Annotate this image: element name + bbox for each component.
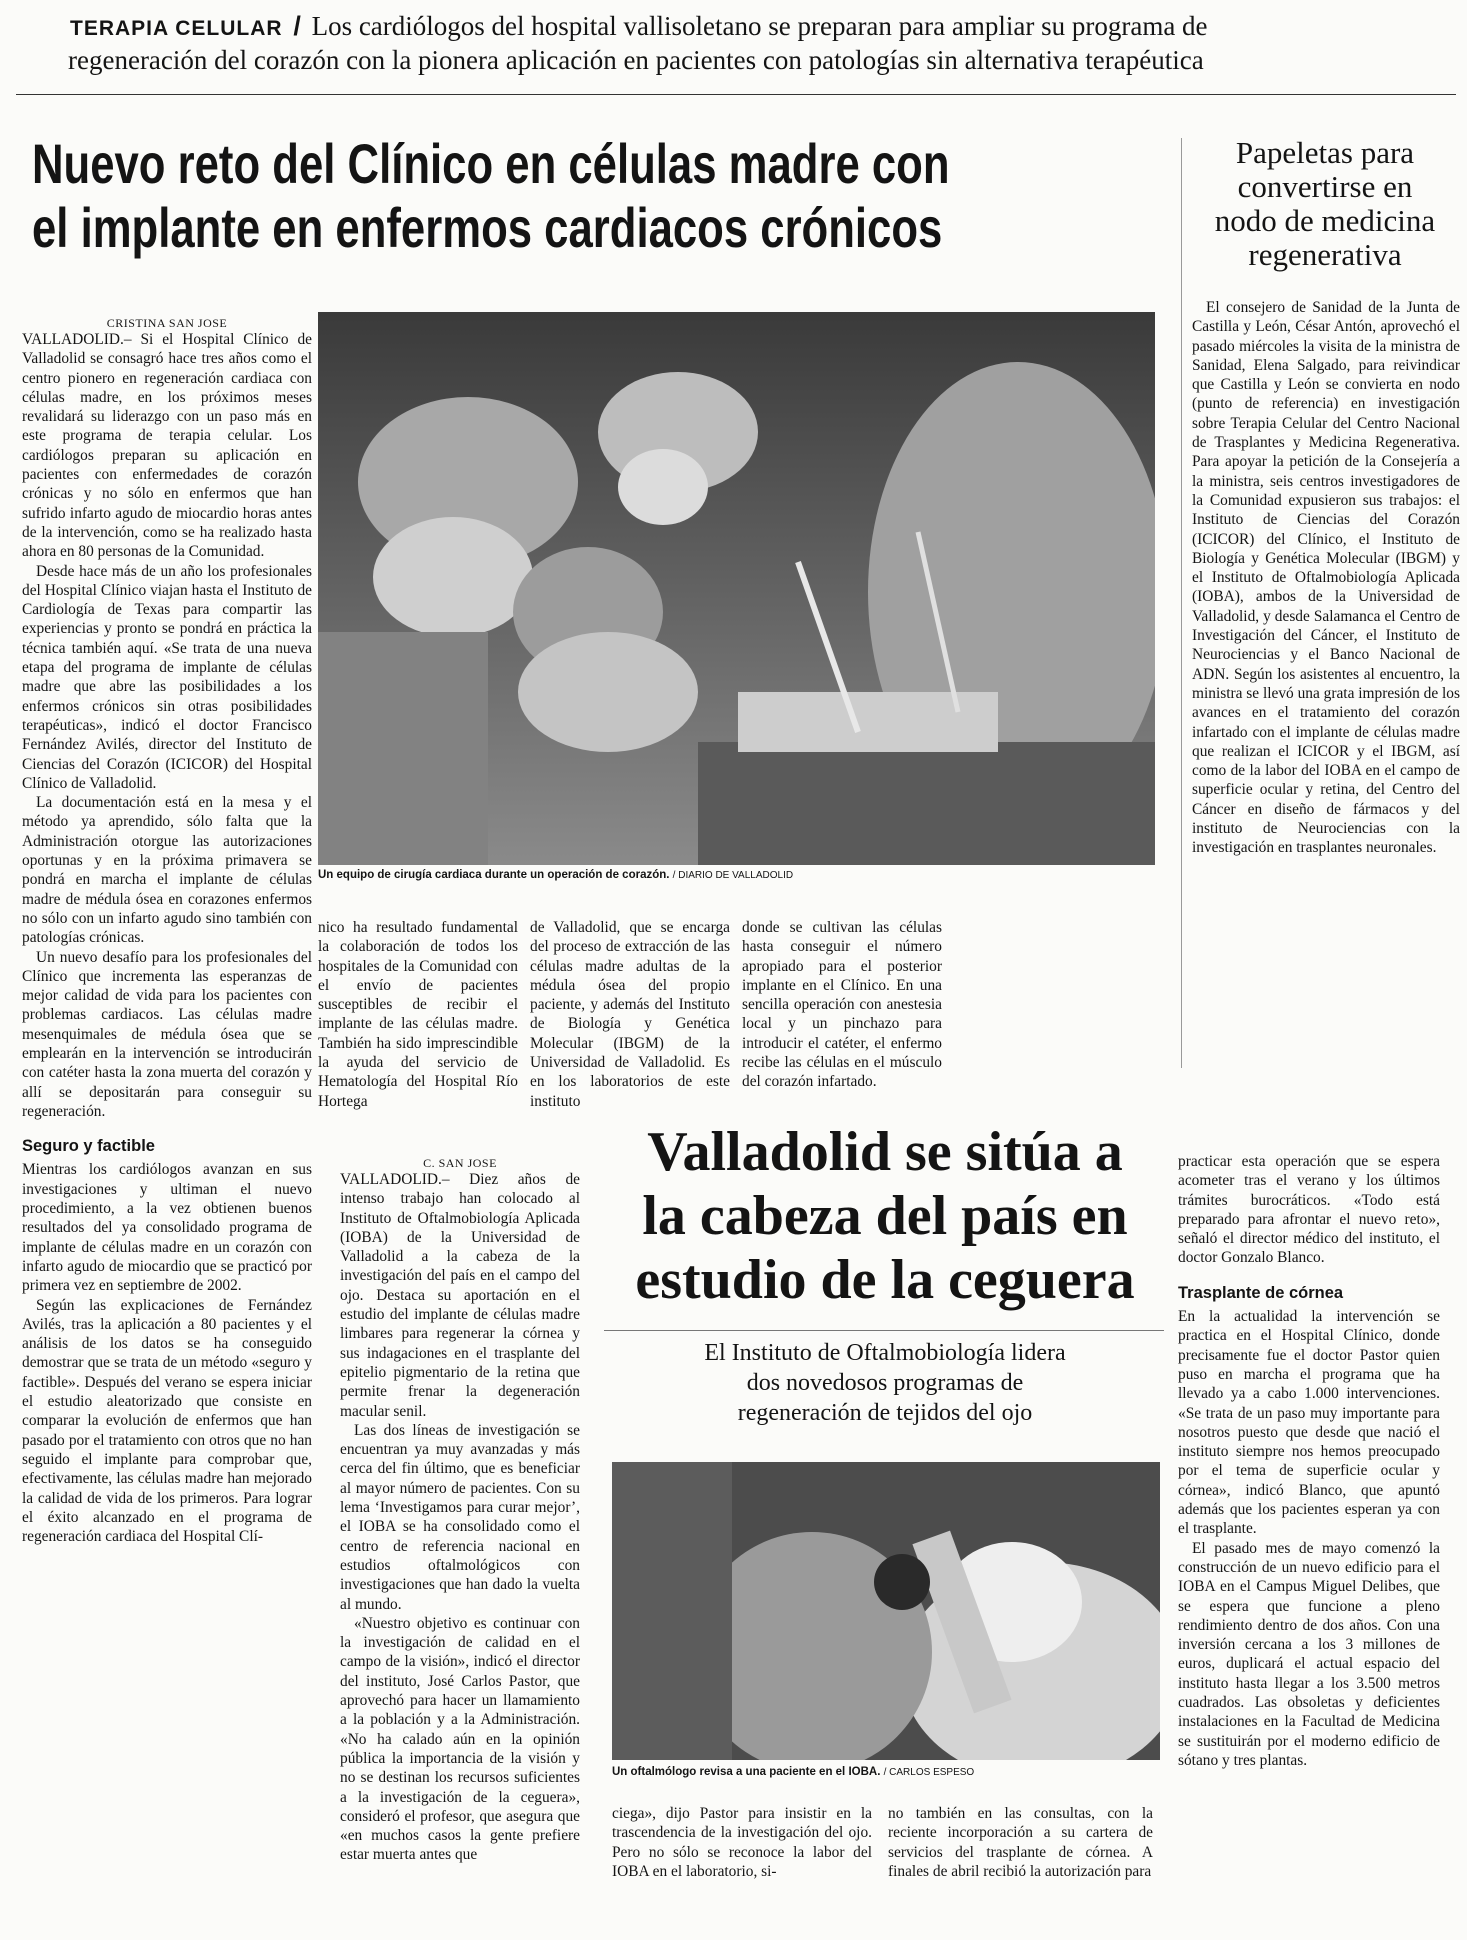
sidebar-paragraph: El consejero de Sanidad de la Junta de Castilla y León, César Antón, aprovechó el pasado miércoles la visita de la ministra de Sanidad, Elena Salgado, para reivindicar que Castilla y León se convierta en nodo (punto de referencia) en investigación sobre Terapia Celular del Centro Nacional de Trasplantes y Medicina Regenerativa. Para apoyar la petición de la Consejería a la ministra, seis centros investigadores de la Comunidad expusieron sus trabajos: el Instituto de Ciencias del Corazón (ICICOR) del Clínico, el Instituto de Biología y Genética Molecular (IBGM) y el Instituto de Oftalmobiología Aplicada (IOBA), ambos de la Universidad de Valladolid, y desde Salamanca el Centro de Investigación del Cáncer, el Instituto de Neurociencias y el Banco Nacional de ADN. Según los asistentes al encuentro, la ministra se llevó una grata impresión de los avances en el tratamiento del corazón infartado con el implante de células madre que realizan el ICICOR y el IBGM, así como de la labor del IOBA en el campo de superficie ocular y retina, del Centro del Cáncer en diseño de fármacos y del instituto de Neurociencias con la investigación en trasplantes neuronales. <box>1192 299 1460 857</box>
headline-line-1: Nuevo reto del Clínico en células madre con <box>32 132 950 195</box>
header-rule <box>16 94 1456 95</box>
article1-column-4 <box>742 918 942 1092</box>
article1-paragraph: Según las explicaciones de Fernández Avilés, tras la aplicación a 80 pacientes y el análisis de los datos se ha conseguido demostrar que se trata de un método «seguro y factible». Después del verano se espera iniciar el estudio aleatorizado que consiste en comparar la evolución de enfermos que han pasado por el tratamiento con otros que no han seguido el implante para comprobar que, efectivamente, las células madre han mejorado la calidad de vida de los primeros. Para lograr el éxito alcanzado en el programa de regeneración cardiaca del Hospital Clí- <box>22 1296 312 1546</box>
article1-paragraph: VALLADOLID.– Si el Hospital Clínico de Valladolid se consagró hace tres años como el centro pionero en regeneración cardiaca con células madre, en los próximos meses revalidará su liderazgo con un paso más en este programa de terapia celular. Los cardiólogos preparan su aplicación en pacientes con enfermedades de corazón crónicas y no sólo en enfermos que han sufrido infarto agudo de miocardio horas antes de la intervención, como se ha realizado hasta ahora en 80 personas de la Comunidad. <box>22 331 312 561</box>
article2-headline-line: la cabeza del país en <box>642 1185 1128 1247</box>
sidebar-title <box>1190 136 1460 272</box>
photo-credit: / DIARIO DE VALLADOLID <box>672 870 794 881</box>
article2-column-2 <box>612 1804 872 1881</box>
article1-col3-text: de Valladolid, que se encarga del proceso de extracción de las células madre adultas de la médula ósea del propio paciente, y además del Instituto de Biología y Genética Molecular (IBGM) de la Universidad de Valladolid. Es en los laboratorios de este instituto <box>530 919 730 1110</box>
deck-line: El Instituto de Oftalmobiología lidera <box>704 1340 1066 1366</box>
sidebar-title-line: Papeletas para <box>1235 135 1415 170</box>
article2-byline: C. SAN JOSE <box>423 1156 497 1170</box>
subhead-seguro: Seguro y factible <box>22 1137 155 1156</box>
photo-credit: / CARLOS ESPESO <box>883 1767 975 1778</box>
sidebar-title-line: convertirse en <box>1237 169 1413 204</box>
section-separator: / <box>293 11 301 41</box>
header-kicker-line1: Los cardiólogos del hospital vallisoletano se preparan para ampliar su programa de <box>311 11 1208 41</box>
header-line-1 <box>70 10 1410 45</box>
article1-paragraph: La documentación está en la mesa y el método ya aprendido, sólo falta que la Administración otorgue las autorizaciones oportunas y en la próxima primavera se pondrá en marcha el implante de células madre de médula ósea en corazones enfermos no sólo con un infarto agudo sino también con patologías crónicas. <box>22 794 312 947</box>
caption-text: Un equipo de cirugía cardiaca durante un operación de corazón. <box>318 869 670 881</box>
article2-paragraph: practicar esta operación que se espera acometer tras el verano y los últimos trámites burocráticos. «Todo está preparado para afrontar el nuevo reto», señaló el director médico del instituto, el doctor Gonzalo Blanco. <box>1178 1153 1440 1267</box>
article1-col4-text: donde se cultivan las células hasta conseguir el número apropiado para el posterior implante en el Clínico. En una sencilla operación con anestesia local y un pinchazo para introducir el catéter, el enfermo recibe las células en el músculo del corazón infartado. <box>742 919 942 1091</box>
subhead-trasplante: Trasplante de córnea <box>1178 1283 1344 1302</box>
ophthalmology-scene-image <box>612 1462 1160 1760</box>
article2-deck <box>600 1338 1170 1428</box>
surgery-photo <box>318 312 1155 865</box>
sidebar-title-line: nodo de medicina <box>1214 203 1436 238</box>
article1-column-2 <box>318 918 518 1111</box>
article2-col3-text: no también en las consultas, con la reciente incorporación a su cartera de servicios del trasplante de córnea. A finales de abril recibió la autorización para <box>888 1805 1153 1880</box>
header-kicker-line2: regeneración del corazón con la pionera aplicación en pacientes con patologías sin alternativa terapéutica <box>68 45 1204 75</box>
sidebar-body <box>1192 298 1460 858</box>
article2-headline-line: estudio de la ceguera <box>635 1249 1135 1311</box>
article2-paragraph: El pasado mes de mayo comenzó la construcción de un nuevo edificio para el IOBA en el Campus Miguel Delibes, que se espera que funcione a pleno rendimiento dentro de dos años. Con una inversión cercana a los 3 millones de euros, duplicará el actual espacio del instituto hasta llegar a los 3.500 metros cuadrados. Las obsoletas y deficientes instalaciones en la Facultad de Medicina se sustituirán por el moderno edificio de sótano y tres plantas. <box>1178 1539 1440 1769</box>
article2-paragraph: «Nuestro objetivo es continuar con la investigación de calidad en el campo de la visión», indicó el director del instituto, José Carlos Pastor, que aprovechó para hacer un llamamiento a la población y a la Administración. «No ha calado aún en la opinión pública la importancia de la visión y no se destinan los recursos suficientes a la investigación de la ceguera», consideró el profesor, que asegura que «en muchos casos la gente prefiere estar muerta antes que <box>340 1614 580 1864</box>
sidebar-title-line: regenerativa <box>1248 237 1402 272</box>
deck-line: regeneración de tejidos del ojo <box>737 1400 1033 1426</box>
surgery-scene-image <box>318 312 1155 865</box>
article2-col2-text: ciega», dijo Pastor para insistir en la trascendencia de la investigación del ojo. Pero no sólo se reconoce la labor del IOBA en el laboratorio, si- <box>612 1805 872 1880</box>
deck-line: dos novedosos programas de <box>746 1370 1024 1396</box>
article1-col2-text: nico ha resultado fundamental la colaboración de todos los hospitales de la Comunidad con el envío de pacientes susceptibles de recibir el implante de las células madre. También ha sido imprescindible la ayuda del servicio de Hematología del Hospital Río Hortega <box>318 919 518 1110</box>
article1-byline: CRISTINA SAN JOSE <box>106 316 228 330</box>
deck-rule <box>604 1330 1164 1331</box>
article2-column-1 <box>340 1170 580 1930</box>
article1-column-3 <box>530 918 730 1111</box>
article1-paragraph: Un nuevo desafío para los profesionales del Clínico que incrementa las esperanzas de mejor calidad de vida para los pacientes con problemas cardiacos. Las células madre mesenquimales de médula ósea que se emplearán en la intervención se introducirán con catéter hasta la zona muerta del corazón y allí se depositarán para conseguir su regeneración. <box>22 948 312 1120</box>
article2-column-3 <box>888 1804 1153 1881</box>
surgery-photo-caption <box>318 869 793 881</box>
article2-column-4 <box>1178 1152 1440 1932</box>
article2-paragraph: Las dos líneas de investigación se encuentran ya muy avanzadas y más cerca del fin último, que es beneficiar al mayor número de pacientes. Con su lema ‘Investigamos para curar mejor’, el IOBA se ha consolidado como el centro de referencia nacional en estudios oftalmológicos con investigaciones que han dado la vuelta al mundo. <box>340 1421 580 1613</box>
article2-headline-line: Valladolid se sitúa a <box>647 1121 1123 1183</box>
ophthalmology-photo-caption <box>612 1766 974 1778</box>
caption-text: Un oftalmólogo revisa a una paciente en el IOBA. <box>612 1766 881 1778</box>
article2-headline <box>600 1120 1170 1312</box>
article2-paragraph: VALLADOLID.– Diez años de intenso trabajo han colocado al Instituto de Oftalmobiología Aplicada (IOBA) de la Universidad de Valladolid a la cabeza de la investigación del país en el campo del ojo. Destaca su aportación en el estudio del implante de células madre limbares para regenerar la córnea y sus indagaciones en el trasplante del epitelio pigmentario de la retina que permite frenar la degeneración macular senil. <box>340 1171 580 1420</box>
section-label: TERAPIA CELULAR <box>70 17 283 40</box>
article1-headline <box>32 132 1172 260</box>
article2-paragraph: En la actualidad la intervención se practica en el Hospital Clínico, donde precisamente fue el doctor Pastor quien puso en marcha el programa que ha llevado ya a cabo 1.000 intervenciones. «Se trata de un paso muy importante para nosotros puesto que desde que nació el instituto siempre nos hemos preocupado por el tema de superficie ocular y córnea», indicó Blanco, que apuntó además que los pacientes esperan ya con el trasplante. <box>1178 1308 1440 1538</box>
article1-column-1 <box>22 330 312 1925</box>
headline-line-2: el implante en enfermos cardiacos crónicos <box>32 196 943 259</box>
sidebar-divider <box>1181 138 1182 1068</box>
ophthalmology-photo <box>612 1462 1160 1760</box>
article1-paragraph: Desde hace más de un año los profesionales del Hospital Clínico viajan hasta el Instituto de Cardiología de Texas para compartir las experiencias y pronto se pondrá en práctica la técnica también aquí. «Se trata de una nueva etapa del programa de implante de células madre que abre las posibilidades a los enfermos crónicos sin otras posibilidades terapéuticas», indicó el doctor Francisco Fernández Avilés, director del Instituto de Ciencias del Corazón (ICICOR) del Hospital Clínico de Valladolid. <box>22 562 312 792</box>
article1-paragraph: Mientras los cardiólogos avanzan en sus investigaciones y ultiman el nuevo procedimiento, a la vez obtienen buenos resultados del ya consolidado programa de implante de células madre en un corazón con infarto agudo de miocardio que se practicó por primera vez en septiembre de 2002. <box>22 1161 312 1295</box>
